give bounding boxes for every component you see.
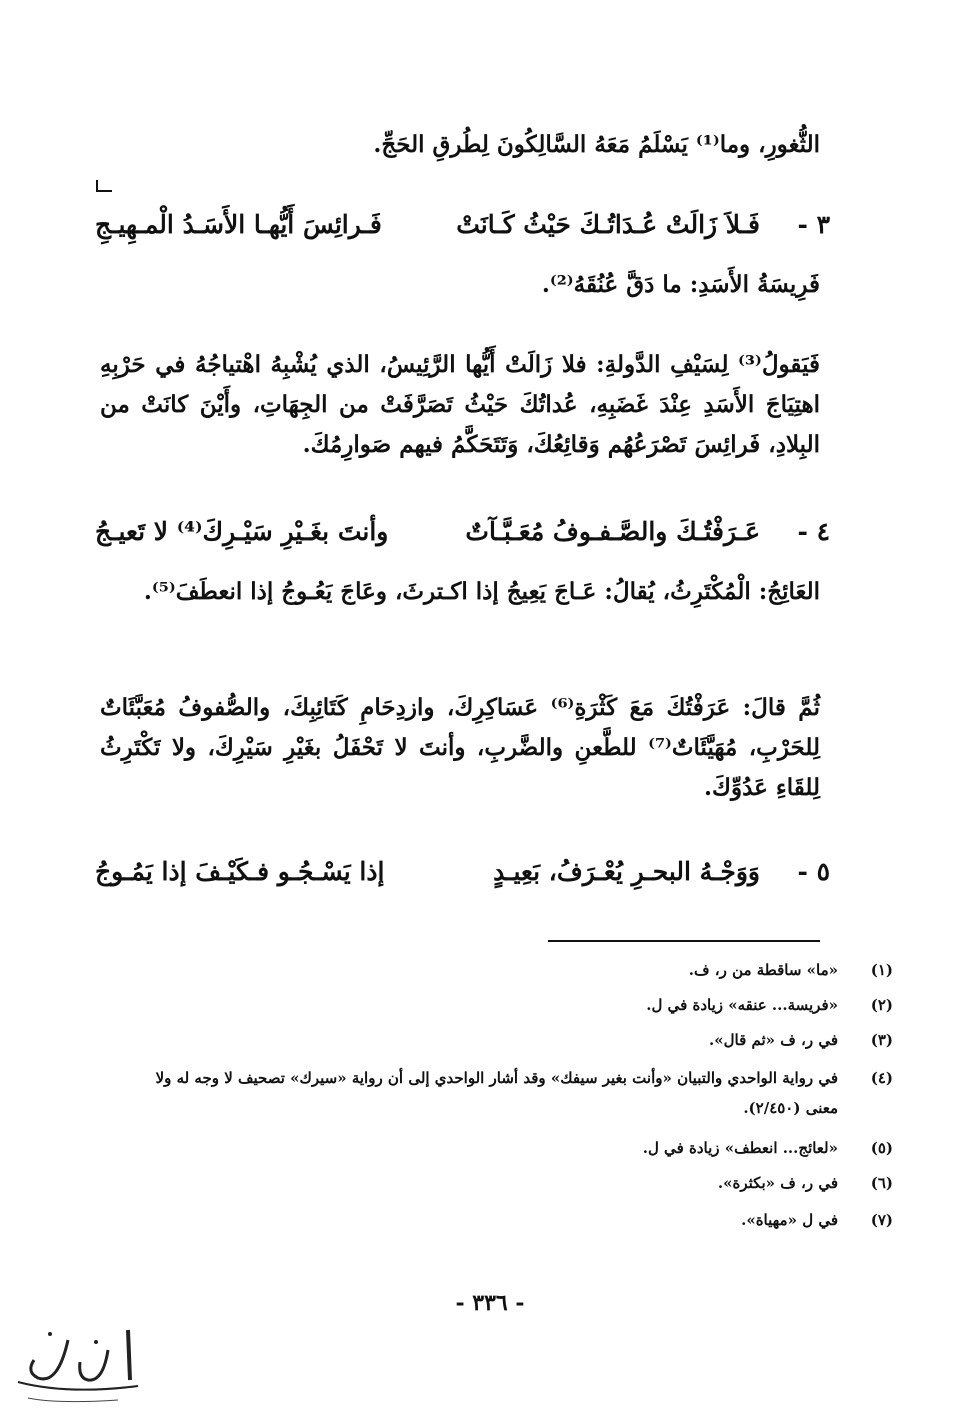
- footnote-number: (٤): [870, 1069, 893, 1087]
- library-stamp-icon: [8, 1320, 148, 1410]
- verse-second-hemistich: إذا يَسْـجُـو فـكَيْـفَ إذا يَمُـوجُ: [95, 857, 385, 886]
- footnote-number: (٣): [870, 1031, 893, 1049]
- footnote-number: (٥): [870, 1139, 893, 1157]
- margin-mark: [96, 180, 112, 192]
- paragraph-gloss-fariisa: فَرِيسَةُ الأَسَدِ: ما دَقَّ عُنُقَهُ⁽²⁾.: [541, 271, 820, 298]
- verse-second-hemistich: وأنتَ بغَـيْرِ سَيْـرِكَ⁽⁴⁾ لا تَعيـجُ: [95, 517, 389, 546]
- footnote-number: (٧): [870, 1211, 893, 1229]
- footnote-6: [138, 1168, 893, 1198]
- footnote-text: «لعائج... انعطف» زيادة في ل.: [642, 1139, 838, 1157]
- verse-3: [95, 205, 830, 245]
- verse-5: [95, 852, 830, 892]
- footnote-2: [138, 990, 893, 1020]
- footnote-1: [138, 955, 893, 985]
- footnote-number: (٢): [870, 996, 893, 1014]
- verse-number: ٥ -: [797, 857, 830, 886]
- footnote-4: [138, 1063, 893, 1123]
- verse-number: ٤ -: [797, 517, 830, 546]
- paragraph-commentary-2: ثُمَّ قالَ: عَرَفْتُكَ مَعَ كَثْرَةِ⁽⁶⁾ عَسَاكِرِكَ، وازدِحَامِ كَتَائِبِكَ، والصُّفوفُ مُعَبَّئَاتٌ لِلحَرْبِ، مُهَيَّئَاتٌ⁽⁷⁾ للطَّعنِ والضَّربِ، وأنتَ لا تَحْفَلُ بغَيْرِ سَيْرِكَ، ولا تَكْتَرِثُ لِلقَاءِ عَدُوِّكَ.: [100, 694, 820, 801]
- footnote-text: «ما» ساقطة من ر، ف.: [688, 961, 838, 979]
- footnote-text: في ر، ف «ثم قال».: [709, 1031, 838, 1049]
- paragraph-commentary-1: فَيَقولُ⁽³⁾ لِسَيْفِ الدَّولةِ: فلا زَالَتْ أَيُّها الرَّئِيسُ، الذي يُشْبِهُ اهْتياجُهُ في حَرْبِهِ اهتِيَاجَ الأَسَدِ عِنْدَ غَضَبِهِ، عُداتُكَ حَيْثُ تَصَرَّفَتْ من الجِهَاتِ، وأَيْنَ كانَتْ من البِلادِ، فَرائِسَ تَصْرَعُهُم وَقائِعُكَ، وَتَتَحَكَّمُ فيهم صَوارِمُكَ.: [100, 351, 820, 458]
- verse-second-hemistich: فَـرائِسَ أَيُّهـا الأَسَـدُ الْمـهِيـجِ: [95, 210, 382, 239]
- verse-number: ٣ -: [797, 210, 830, 239]
- footnote-7: [138, 1205, 893, 1235]
- footnote-divider: [548, 940, 820, 942]
- verse-first-hemistich: عَـرَفْتُـكَ والصَّـفـوفُ مُعَـبَّـآتٌ: [465, 517, 760, 546]
- footnote-text: في رواية الواحدي والتبيان «وأنت بغير سيفك» وقد أشار الواحدي إلى أن رواية «سيرك» تصحيف لا وجه له ولا معنى (٢/٤٥٠).: [155, 1069, 838, 1117]
- footnote-text: «فريسة... عنقه» زيادة في ل.: [646, 996, 838, 1014]
- footnote-5: [138, 1133, 893, 1163]
- footnote-3: [138, 1025, 893, 1055]
- verse-first-hemistich: فَـلاَ زَالَتْ عُـدَاتُـكَ حَيْثُ كَـانَتْ: [456, 210, 760, 239]
- paragraph-intro: الثُّغورِ، وما⁽¹⁾ يَسْلَمُ مَعَهُ السَّالِكُونَ لِطُرقِ الحَجِّ.: [373, 131, 820, 158]
- footnote-text: في ل «مهياة».: [741, 1211, 838, 1229]
- page-number: - ٣٣٦ -: [455, 1290, 525, 1316]
- paragraph-gloss-aaij: العَائِجُ: الْمُكْتَرِثُ، يُقالُ: عَـاجَ يَعِيجُ إذا اكـترثَ، وعَاجَ يَعُـوجُ إذا انعطَفَ⁽⁵⁾.: [143, 578, 820, 605]
- verse-4: [95, 512, 830, 552]
- footnote-number: (١): [870, 961, 893, 979]
- footnote-text: في ر، ف «بكثرة».: [717, 1174, 838, 1192]
- verse-first-hemistich: وَوَجْـهُ البحـرِ يُعْـرَفُ، بَعِيـدٍ: [493, 857, 760, 886]
- footnote-number: (٦): [870, 1174, 893, 1192]
